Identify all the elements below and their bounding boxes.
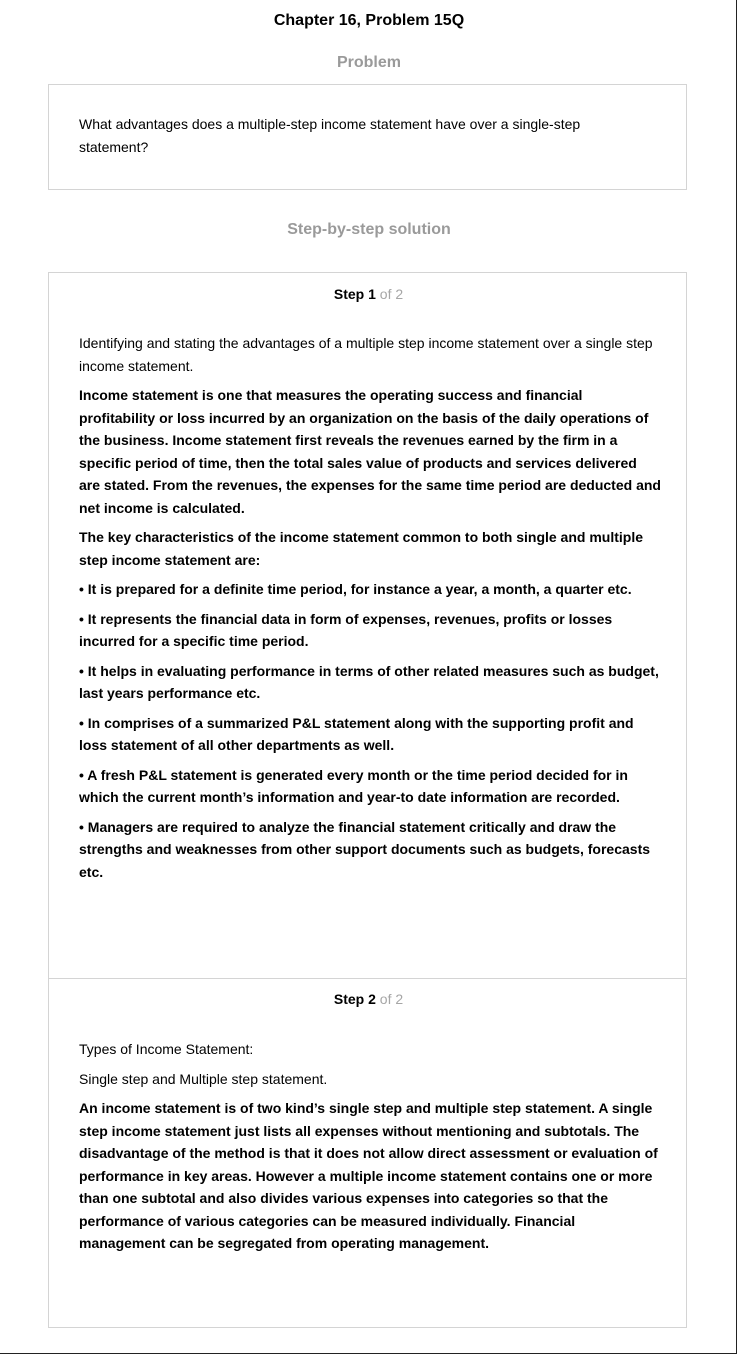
step-1-bullet: • It is prepared for a definite time period, for instance a year, a month, a quarter etc.: [79, 581, 632, 597]
step-1-paragraph: Income statement is one that measures the operating success and financial profitability or loss incurred by an organization on the basis of the daily operations of the business. Income statement first reveals the revenues earned by the firm in a specific period of time, then the total sales value of products and services delivered are stated. From the revenues, the expenses for the same time period are deducted and net income is calculated.: [79, 387, 661, 516]
step-2-paragraph: Single step and Multiple step statement.: [79, 1070, 328, 1087]
step-1-bullet: • It represents the financial data in form of expenses, revenues, profits or losses incurred for a specific time period.: [79, 610, 613, 649]
problem-text: What advantages does a multiple-step income statement have over a single-step statement?: [79, 116, 581, 155]
step-2-paragraph: An income statement is of two kind’s single step and multiple step statement. A single step income statement just lists all expenses without mentioning and subtotals. The disadvantage of the method is that it does not allow direct assessment or evaluation of performance in key areas. However a multiple income statement contains one or more than one subtotal and also divides various expenses into categories so that the performance of various categories can be measured individually. Financial management can be segregated from operating management.: [79, 1100, 658, 1251]
step-2-label: [49, 991, 688, 1007]
step-1-number: 1: [368, 286, 376, 302]
solution-heading: Step-by-step solution: [287, 221, 451, 238]
step-2-of: of 2: [379, 991, 404, 1007]
chapter-title: Chapter 16, Problem 15Q: [273, 12, 465, 29]
step-1-of: of 2: [379, 286, 404, 302]
step-2-body: [79, 1038, 661, 1262]
solution-box: [48, 272, 687, 1328]
step-2-number: 2: [368, 991, 376, 1007]
problem-heading: Problem: [336, 54, 401, 71]
step-1-bullet: • It helps in evaluating performance in terms of other related measures such as budget, last years performance etc.: [79, 662, 659, 701]
step-1-word: Step: [333, 286, 365, 302]
step-1-label: [49, 286, 688, 302]
step-1-bullet: • Managers are required to analyze the financial statement critically and draw the strengths and weaknesses from other support documents such as budgets, forecasts etc.: [79, 818, 651, 880]
step-divider: [49, 978, 686, 979]
step-1-paragraph: The key characteristics of the income statement common to both single and multiple step income statement are:: [79, 529, 644, 568]
step-1-bullet: • A fresh P&L statement is generated every month or the time period decided for in which the current month’s information and year-to date information are recorded.: [79, 766, 628, 805]
problem-box: [48, 84, 687, 190]
step-2-word: Step: [333, 991, 365, 1007]
step-1-bullet: • In comprises of a summarized P&L statement along with the supporting profit and loss statement of all other departments as well.: [79, 714, 634, 753]
step-2-paragraph: Types of Income Statement:: [79, 1041, 254, 1057]
step-1-body: [79, 332, 661, 890]
step-1-paragraph: Identifying and stating the advantages of a multiple step income statement over a single step income statement.: [79, 335, 653, 374]
